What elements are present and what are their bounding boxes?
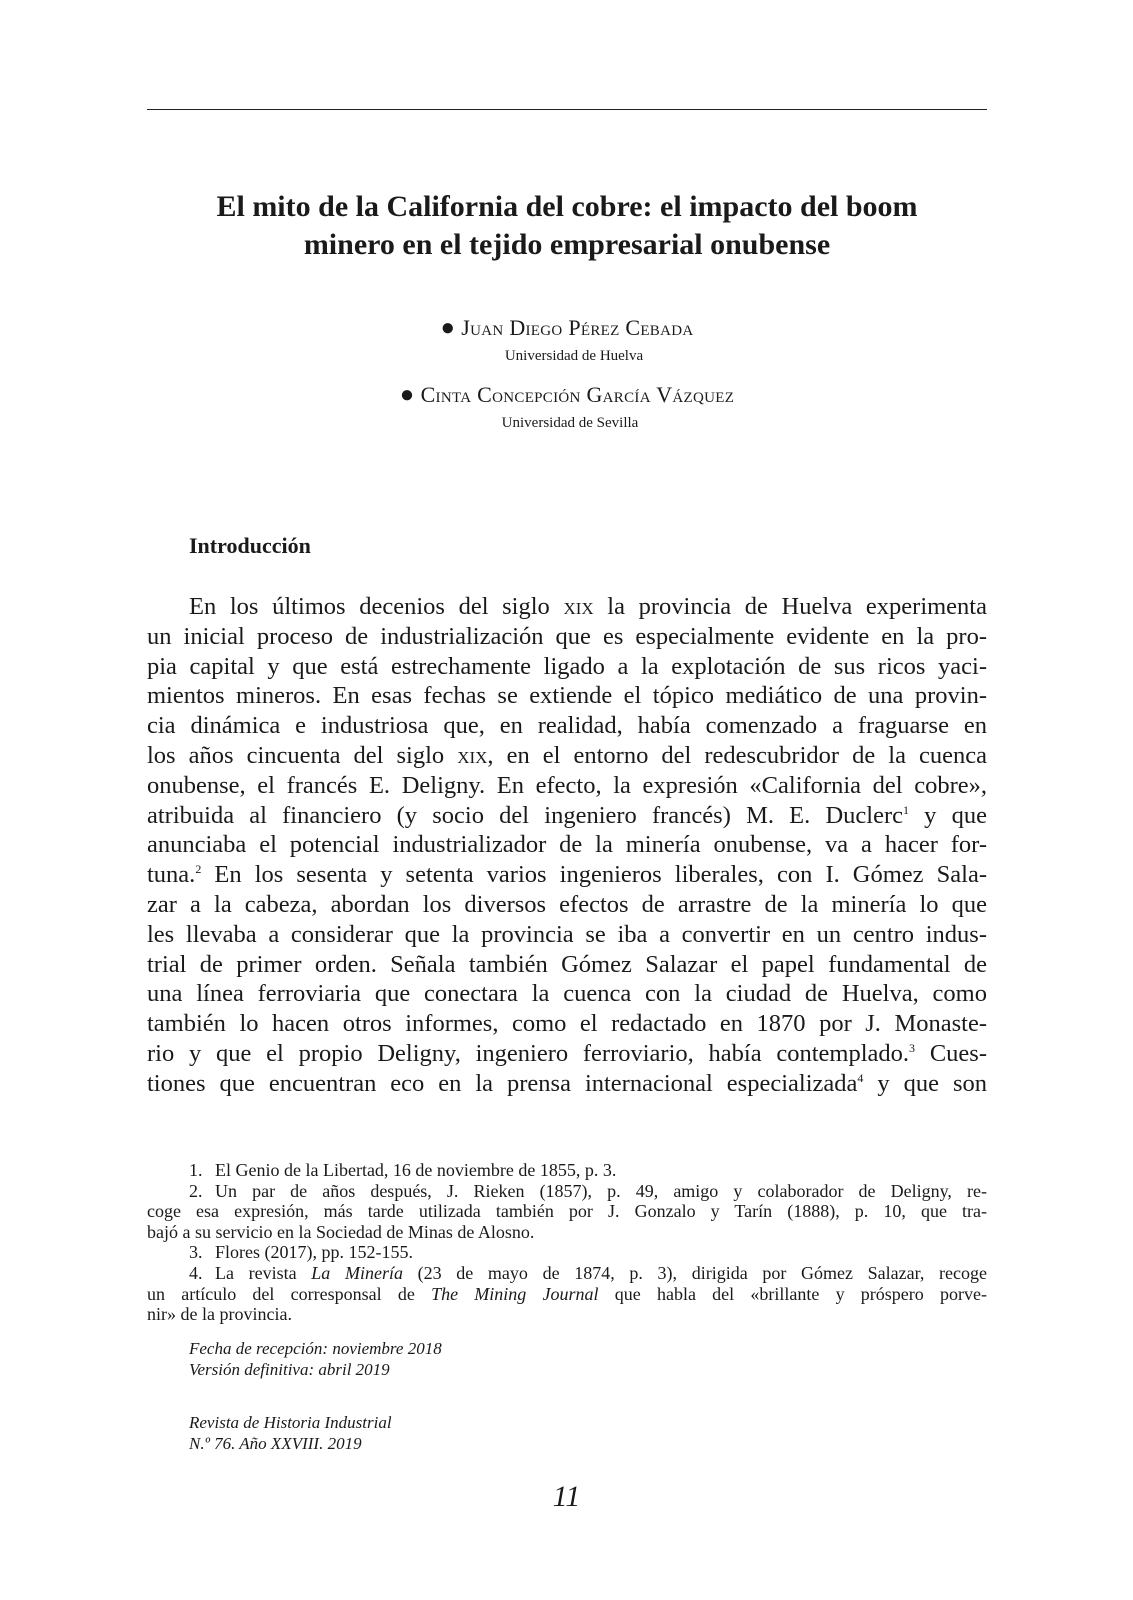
body-line: tiones que encuentran eco en la prensa internacional especializada$^4$ y que son — [147, 1069, 987, 1097]
footnote-3: 3. Flores (2017), pp. 152-155. — [189, 1242, 413, 1263]
body-line: tuna.$^2$ En los sesenta y setenta varios ingenieros liberales, con I. Gómez Sala- — [147, 861, 987, 889]
body-line: los años cincuenta del siglo xix, en el entorno del redescubridor de la cuenca — [147, 741, 987, 769]
body-line: anunciaba el potencial industrializador de la minería onubense, va a hacer for- — [147, 831, 987, 859]
journal-issue: N.º 76. Año XXVIII. 2019 — [189, 1434, 362, 1453]
footnote-ref: 3 — [909, 1040, 916, 1055]
footnote-2: 2. Un par de años después, J. Rieken (1857), p. 49, amigo y colaborador de Deligny, re- — [189, 1180, 987, 1201]
body-line: les llevaba a considerar que la provincia se iba a convertir en un centro indus- — [147, 920, 987, 948]
footnotes — [147, 1160, 987, 1325]
body-line: trial de primer orden. Señala también Gómez Salazar el papel fundamental de — [147, 950, 987, 978]
body-line: zar a la cabeza, abordan los diversos efectos de arrastre de la minería lo que — [147, 890, 987, 918]
bullet-icon: ● — [440, 315, 456, 341]
header-rule — [147, 109, 987, 110]
author-1 — [147, 314, 987, 366]
body-line: cia dinámica e industriosa que, en realidad, había comenzado a fraguarse en — [147, 712, 987, 740]
author-affiliation: Universidad de Sevilla — [501, 415, 639, 431]
title-line-1: El mito de la California del cobre: el impacto del boom — [216, 190, 918, 223]
footnote-4-cont: nir» de la provincia. — [147, 1304, 292, 1325]
footnote-ref: 4 — [857, 1070, 864, 1085]
body-line: un inicial proceso de industrialización que es especialmente evidente en la pro- — [147, 622, 987, 650]
footnote-ref: 1 — [902, 802, 909, 817]
journal-info — [189, 1412, 392, 1454]
section-heading: Introducción — [189, 533, 311, 558]
body-line: mientos mineros. En esas fechas se extiende el tópico mediático de una provin- — [147, 682, 987, 710]
footnote-ref: 2 — [195, 862, 202, 877]
bullet-icon: ● — [399, 382, 415, 408]
submission-dates — [189, 1338, 442, 1380]
title-line-2: minero en el tejido empresarial onubense — [303, 228, 831, 261]
footnote-2-cont: coge esa expresión, más tarde utilizada también por J. Gonzalo y Tarín (1888), p. 10, que tra- — [147, 1201, 987, 1222]
body-line: rio y que el propio Deligny, ingeniero ferroviario, había contemplado.$^3$ Cues- — [147, 1039, 987, 1067]
journal-name: Revista de Historia Industrial — [189, 1413, 392, 1432]
author-name: Juan Diego Pérez Cebada — [461, 315, 694, 340]
footnote-4-cont: un artículo del corresponsal de The Mining Journal que habla del «brillante y próspero porve- — [147, 1283, 987, 1304]
body-line: pia capital y que está estrechamente ligado a la explotación de sus ricos yaci- — [147, 652, 987, 680]
body-line: también lo hacen otros informes, como el redactado en 1870 por J. Monaste- — [147, 1010, 987, 1038]
footnote-4: 4. La revista La Minería (23 de mayo de 1874, p. 3), dirigida por Gómez Salazar, recoge — [189, 1262, 987, 1283]
page-number: 11 — [552, 1480, 581, 1513]
final-version-date: Versión definitiva: abril 2019 — [189, 1360, 390, 1379]
received-date: Fecha de recepción: noviembre 2018 — [189, 1339, 442, 1358]
article-title — [147, 188, 987, 264]
body-line: atribuida al financiero (y socio del ingeniero francés) M. E. Duclerc$^1$ y que — [147, 801, 987, 829]
body-line: onubense, el francés E. Deligny. En efecto, la expresión «California del cobre», — [147, 771, 987, 799]
author-name: Cinta Concepción García Vázquez — [420, 382, 735, 407]
footnote-2-cont: bajó a su servicio en la Sociedad de Minas de Alosno. — [147, 1221, 535, 1242]
author-2 — [147, 381, 987, 433]
footnote-1: 1. El Genio de la Libertad, 16 de noviembre de 1855, p. 3. — [189, 1160, 617, 1180]
body-line: En los últimos decenios del siglo xix la provincia de Huelva experimenta — [189, 593, 987, 620]
body-paragraph — [147, 592, 987, 1099]
author-affiliation: Universidad de Huelva — [504, 348, 644, 364]
body-line: una línea ferroviaria que conectara la cuenca con la ciudad de Huelva, como — [147, 980, 987, 1008]
